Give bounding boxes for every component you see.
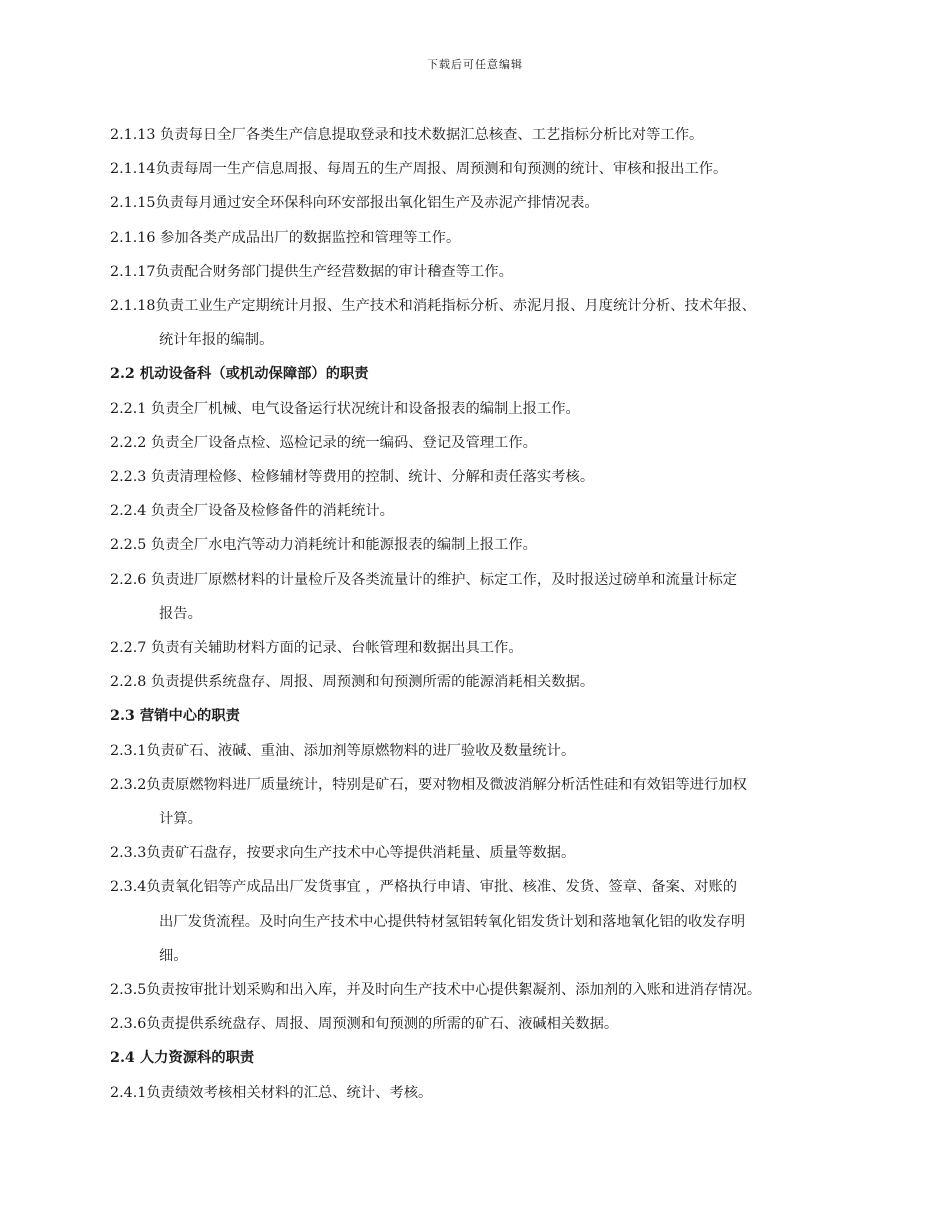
- paragraph-line: 2.2 机动设备科（或机动保障部）的职责: [110, 366, 369, 383]
- clause-paragraph: [110, 221, 855, 255]
- clause-paragraph: [110, 152, 855, 186]
- paragraph-line: 2.4.1负责绩效考核相关材料的汇总、统计、考核。: [110, 1084, 433, 1101]
- paragraph-line: 2.4 人力资源科的职责: [110, 1050, 255, 1067]
- clause-paragraph: [110, 186, 855, 220]
- clause-paragraph: [110, 426, 855, 460]
- paragraph-line: 2.3.3负责矿石盘存，按要求向生产技术中心等提供消耗量、质量等数据。: [110, 845, 576, 862]
- document-body: [110, 118, 855, 1110]
- paragraph-continuation-line: 细。: [159, 947, 188, 964]
- paragraph-line: 2.3.1负责矿石、液碱、重油、添加剂等原燃物料的进厂验收及数量统计。: [110, 742, 576, 759]
- clause-paragraph: [110, 973, 855, 1007]
- paragraph-line: 2.3 营销中心的职责: [110, 708, 240, 725]
- clause-paragraph: [110, 631, 855, 665]
- paragraph-line: 2.3.4负责氧化铝等产成品出厂发货事宜 ，严格执行申请、审批、核准、发货、签章、备案、对账的: [110, 879, 738, 896]
- clause-paragraph: [110, 118, 855, 152]
- paragraph-line: 2.3.2负责原燃物料进厂质量统计，特别是矿石，要对物相及微波消解分析活性硅和有效铝等进行加权: [110, 776, 747, 793]
- clause-paragraph: [110, 460, 855, 494]
- paragraph-continuation-line: 报告。: [159, 605, 202, 622]
- paragraph-line: 2.2.5 负责全厂水电汽等动力消耗统计和能源报表的编制上报工作。: [110, 537, 537, 554]
- paragraph-continuation-line: 统计年报的编制。: [159, 332, 274, 349]
- clause-paragraph: [110, 494, 855, 528]
- clause-paragraph: [110, 1007, 855, 1041]
- paragraph-continuation-line: 出厂发货流程。及时向生产技术中心提供特材氢铝转氧化铝发货计划和落地氧化铝的收发存明: [159, 913, 746, 930]
- clause-paragraph: [110, 768, 855, 836]
- paragraph-line: 2.2.7 负责有关辅助材料方面的记录、台帐管理和数据出具工作。: [110, 640, 523, 657]
- paragraph-line: 2.1.15负责每月通过安全环保科向环安部报出氧化铝生产及赤泥产排情况表。: [110, 195, 599, 212]
- clause-paragraph: [110, 665, 855, 699]
- page-header: 下载后可任意编辑: [427, 58, 523, 71]
- paragraph-continuation-line: 计算。: [159, 811, 202, 828]
- clause-paragraph: [110, 734, 855, 768]
- clause-paragraph: [110, 836, 855, 870]
- clause-paragraph: [110, 255, 855, 289]
- clause-paragraph: [110, 392, 855, 426]
- section-heading: [110, 357, 855, 391]
- paragraph-line: 2.2.1 负责全厂机械、电气设备运行状况统计和设备报表的编制上报工作。: [110, 400, 580, 417]
- clause-paragraph: [110, 1076, 855, 1110]
- paragraph-line: 2.2.6 负责进厂原燃材料的计量检斤及各类流量计的维护、标定工作，及时报送过磅单和流量计标定: [110, 571, 738, 588]
- paragraph-line: 2.3.6负责提供系统盘存、周报、周预测和旬预测的所需的矿石、液碱相关数据。: [110, 1016, 619, 1033]
- clause-paragraph: [110, 870, 855, 973]
- paragraph-line: 2.2.8 负责提供系统盘存、周报、周预测和旬预测所需的能源消耗相关数据。: [110, 674, 595, 691]
- clause-paragraph: [110, 528, 855, 562]
- paragraph-line: 2.1.16 参加各类产成品出厂的数据监控和管理等工作。: [110, 229, 461, 246]
- paragraph-line: 2.1.13 负责每日全厂各类生产信息提取登录和技术数据汇总核查、工艺指标分析比对等工作。: [110, 127, 704, 143]
- paragraph-line: 2.2.2 负责全厂设备点检、巡检记录的统一编码、登记及管理工作。: [110, 434, 537, 451]
- section-heading: [110, 699, 855, 733]
- section-heading: [110, 1041, 855, 1075]
- clause-paragraph: [110, 289, 855, 357]
- paragraph-line: 2.1.14负责每周一生产信息周报、每周五的生产周报、周预测和旬预测的统计、审核和报出工作。: [110, 161, 728, 178]
- clause-paragraph: [110, 563, 855, 631]
- paragraph-line: 2.1.17负责配合财务部门提供生产经营数据的审计稽查等工作。: [110, 263, 513, 280]
- paragraph-line: 2.1.18负责工业生产定期统计月报、生产技术和消耗指标分析、赤泥月报、月度统计分析、技术年报、: [110, 298, 756, 315]
- paragraph-line: 2.2.3 负责清理检修、检修辅材等费用的控制、统计、分解和责任落实考核。: [110, 469, 595, 486]
- paragraph-line: 2.3.5负责按审批计划采购和出入库，并及时向生产技术中心提供絮凝剂、添加剂的入账和进消存情况。: [110, 982, 762, 999]
- paragraph-line: 2.2.4 负责全厂设备及检修备件的消耗统计。: [110, 503, 394, 520]
